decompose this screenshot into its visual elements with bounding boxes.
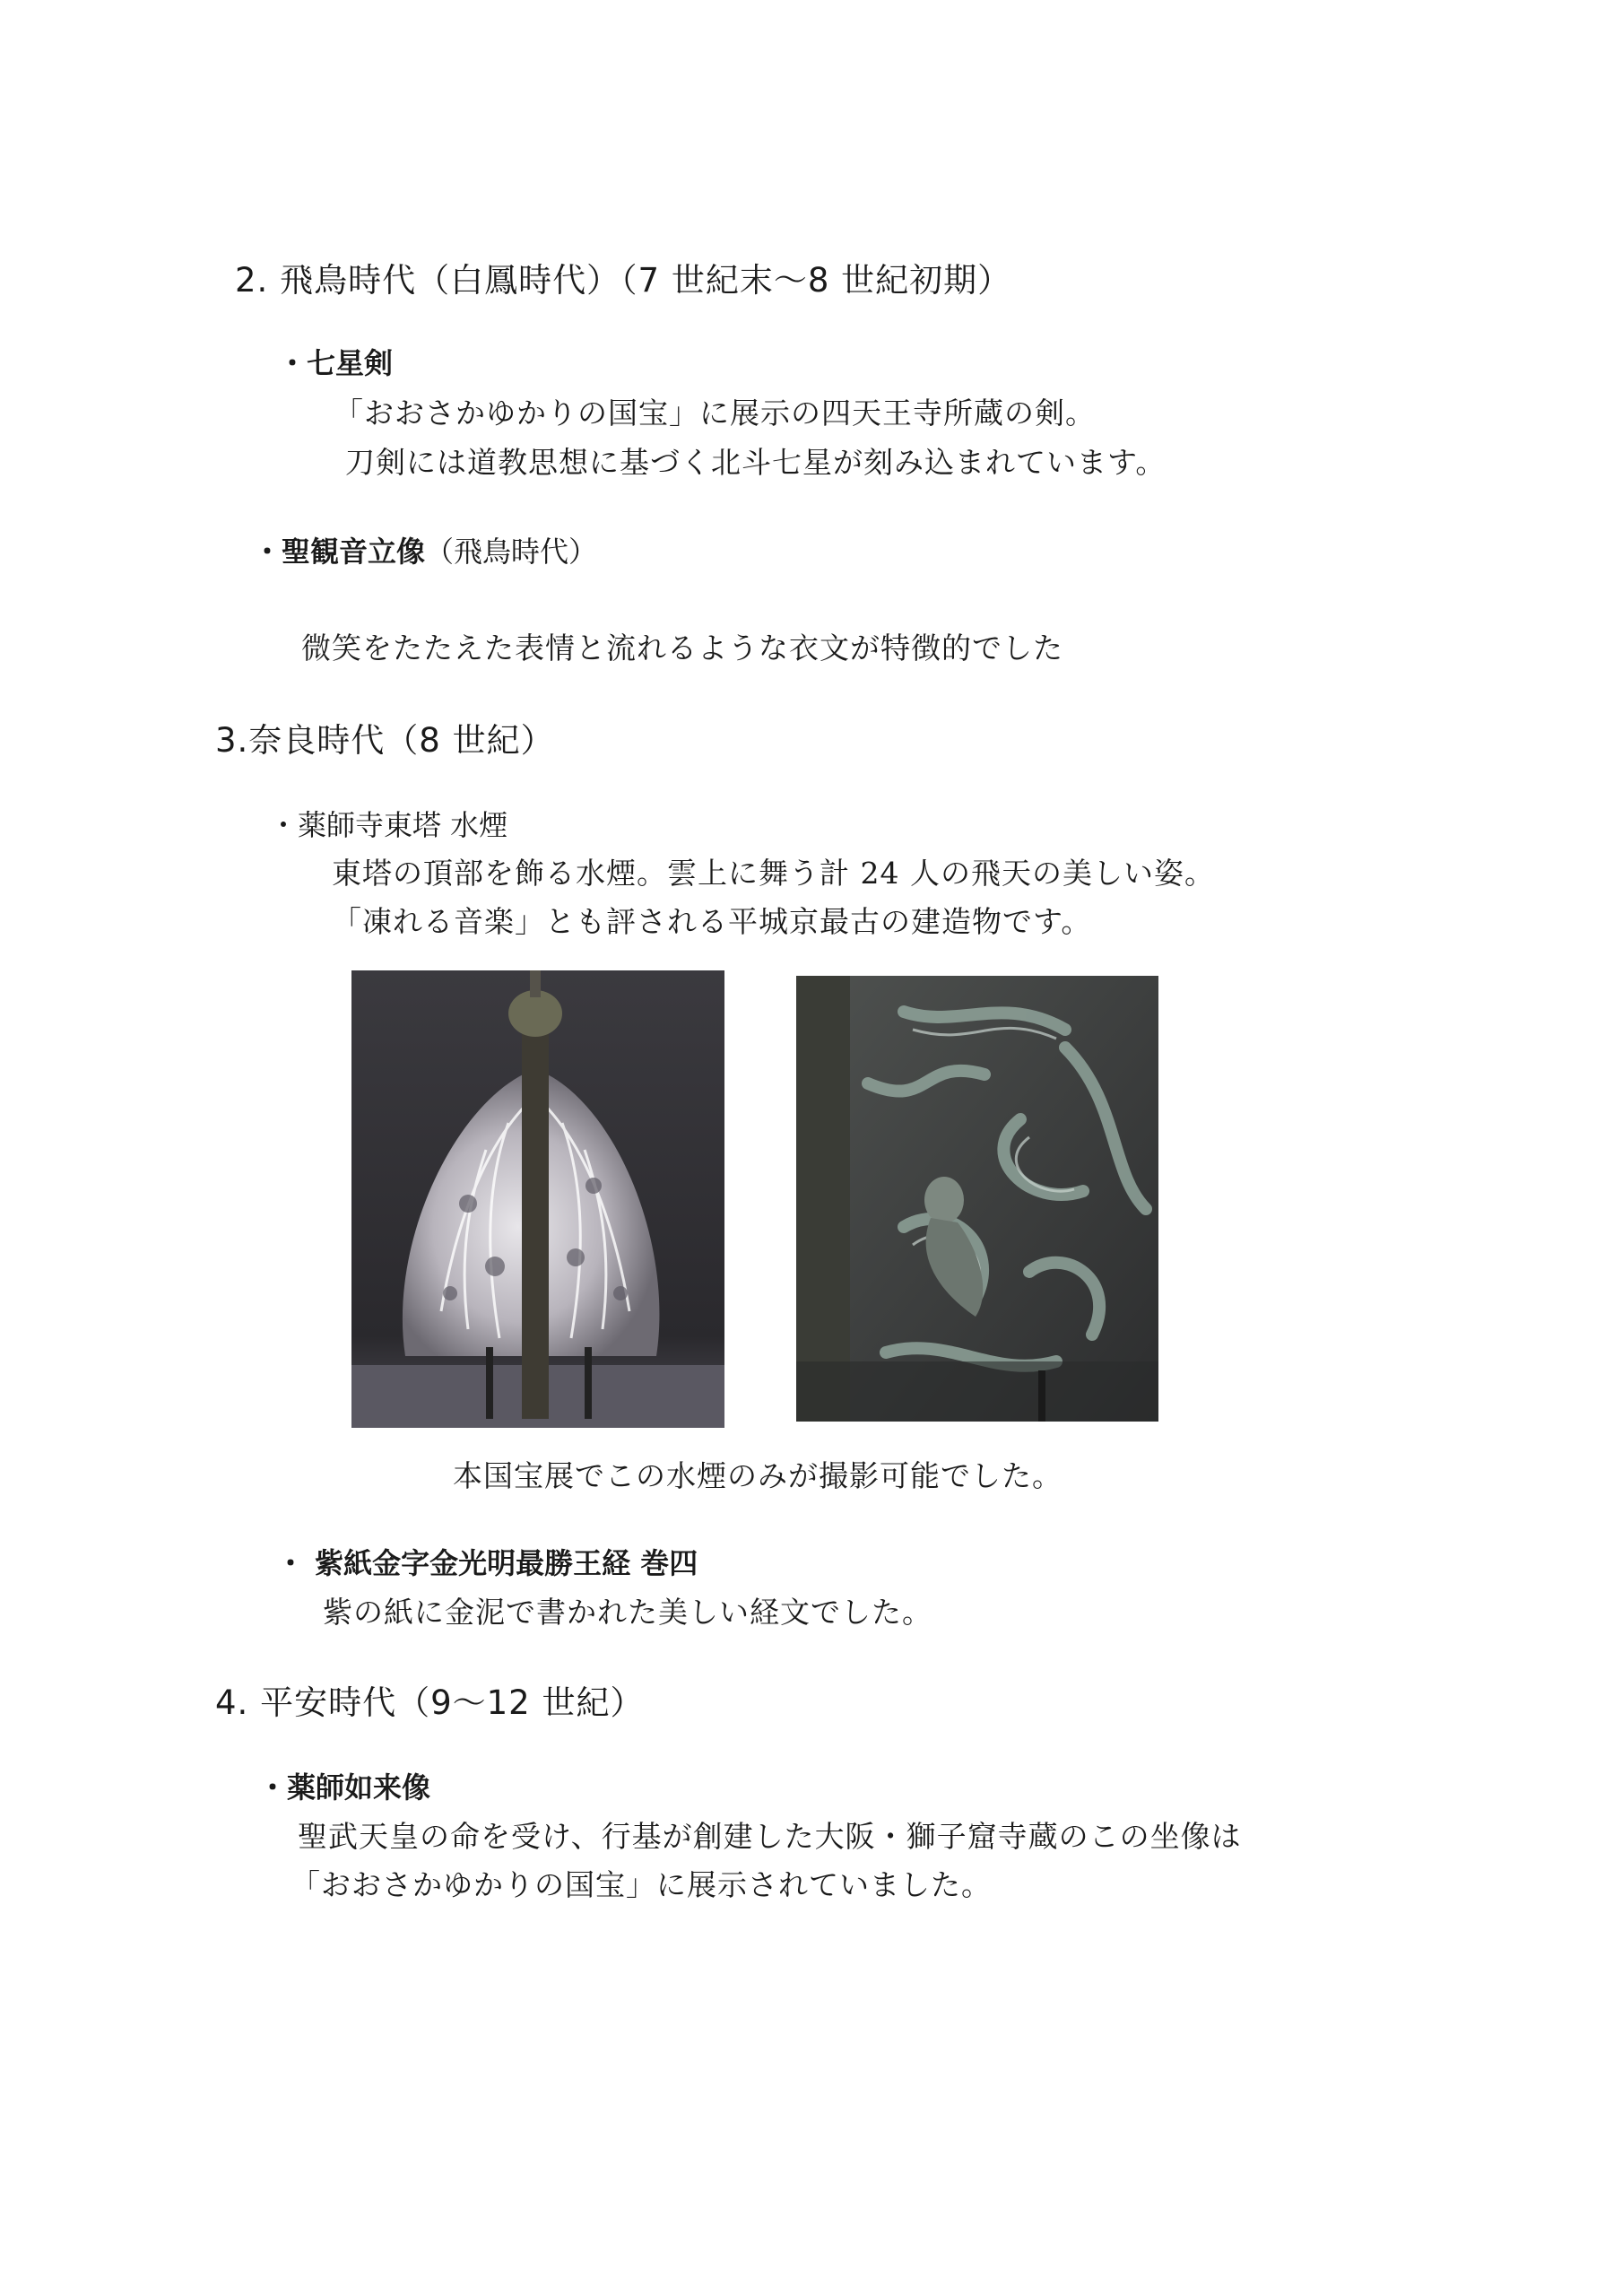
item-title-konkomyo: ・ 紫紙金字金光明最勝王経 巻四 (276, 1546, 698, 1580)
section-heading-asuka: 2. 飛鳥時代（白鳳時代）（7 世紀末～8 世紀初期） (235, 261, 1012, 300)
suien-full-photo (351, 970, 724, 1428)
item-text-line: 東塔の頂部を飾る水煙。雲上に舞う計 24 人の飛天の美しい姿。 (332, 856, 1215, 891)
item-title-shichiseiken: ・七星剣 (278, 346, 394, 380)
item-title-shokannon: ・聖観音立像 (253, 535, 426, 569)
photo-caption: 本国宝展でこの水煙のみが撮影可能でした。 (453, 1458, 1063, 1493)
item-text-line: 刀剣には道教思想に基づく北斗七星が刻み込まれています。 (345, 445, 1167, 480)
item-text-line: 「おおさかゆかりの国宝」に展示の四天王寺所蔵の剣。 (334, 396, 1096, 430)
item-text-line: 聖武天皇の命を受け、行基が創建した大阪・獅子窟寺蔵のこの坐像は (298, 1819, 1242, 1854)
item-title-yakushiji-suien: ・薬師寺東塔 水煙 (269, 808, 508, 842)
item-heading-shokannon (253, 529, 597, 570)
item-text-line: 紫の紙に金泥で書かれた美しい経文でした。 (323, 1595, 932, 1630)
item-text-line: 微笑をたたえた表情と流れるような衣文が特徴的でした (301, 631, 1063, 665)
item-title-yakushi-nyorai: ・薬師如来像 (258, 1770, 431, 1805)
section-heading-nara: 3.奈良時代（8 世紀） (215, 721, 555, 760)
section-heading-heian: 4. 平安時代（9～12 世紀） (215, 1683, 645, 1722)
item-text-line: 「凍れる音楽」とも評される平城京最古の建造物です。 (332, 904, 1092, 939)
item-text-line: 「おおさかゆかりの国宝」に展示されていました。 (291, 1867, 992, 1902)
item-subtitle: （飛鳥時代） (425, 535, 598, 569)
suien-detail-photo (796, 976, 1158, 1422)
